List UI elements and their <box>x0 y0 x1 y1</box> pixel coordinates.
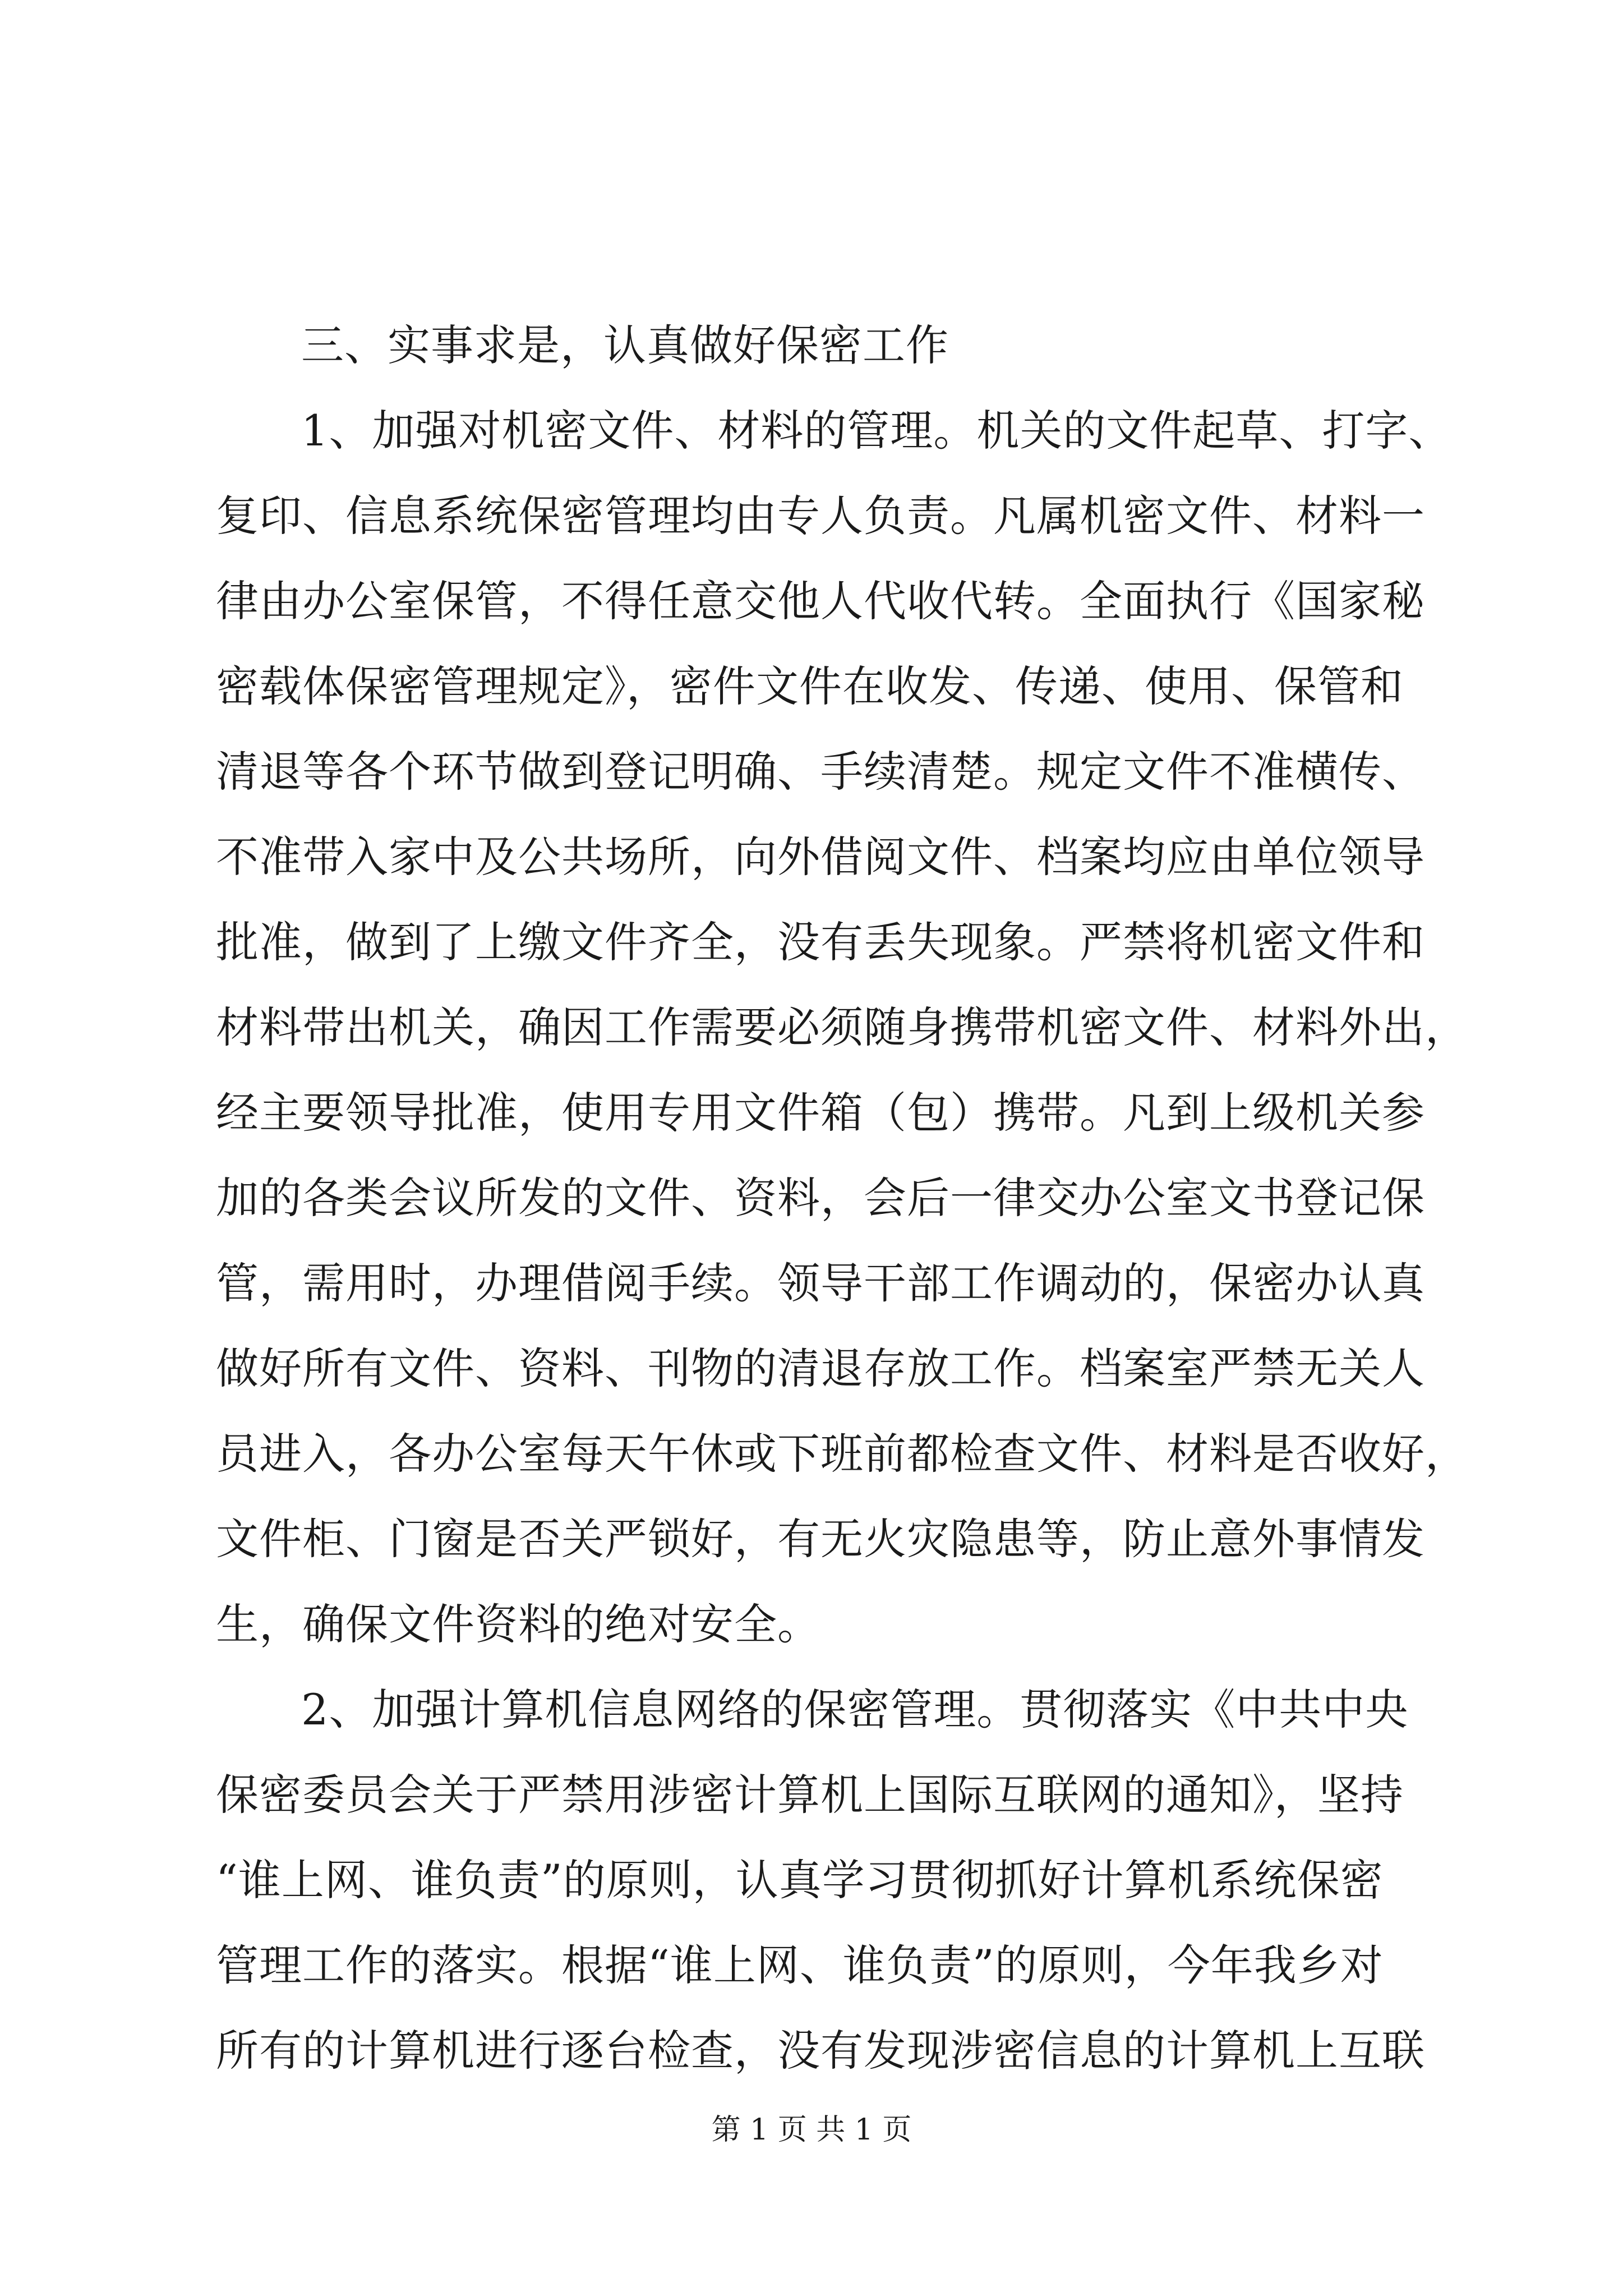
paragraph-2-line: 所有的计算机进行逐台检查，没有发现涉密信息的计算机上互联 <box>216 2026 1425 2076</box>
paragraph-1-line: 不准带入家中及公共场所，向外借阅文件、档案均应由单位领导 <box>216 832 1425 882</box>
paragraph-2-line: 保密委员会关于严禁用涉密计算机上国际互联网的通知》，坚持 <box>216 1770 1404 1820</box>
paragraph-1-line: 管，需用时，办理借阅手续。领导干部工作调动的，保密办认真 <box>216 1258 1425 1308</box>
paragraph-1-line: 生，确保文件资料的绝对安全。 <box>216 1599 820 1649</box>
paragraph-1-line: 律由办公室保管，不得任意交他人代收代转。全面执行《国家秘 <box>216 576 1425 626</box>
paragraph-1-line: 加的各类会议所发的文件、资料，会后一律交办公室文书登记保 <box>216 1173 1425 1223</box>
paragraph-1-line: 经主要领导批准，使用专用文件箱（包）携带。凡到上级机关参 <box>216 1088 1425 1138</box>
paragraph-1-line: 清退等各个环节做到登记明确、手续清楚。规定文件不准横传、 <box>216 747 1425 797</box>
paragraph-1-line: 文件柜、门窗是否关严锁好，有无火灾隐患等，防止意外事情发 <box>216 1514 1425 1564</box>
page-number-label: 第 1 页 共 1 页 <box>711 2113 912 2147</box>
paragraph-1-line: 复印、信息系统保密管理均由专人负责。凡属机密文件、材料一 <box>216 491 1425 541</box>
section-heading: 三、实事求是，认真做好保密工作 <box>301 320 949 370</box>
paragraph-2-line: 2、加强计算机信息网络的保密管理。贯彻落实《中共中央 <box>301 1685 1409 1734</box>
paragraph-1-line: 做好所有文件、资料、刊物的清退存放工作。档案室严禁无关人 <box>216 1343 1425 1393</box>
paragraph-2-line: “谁上网、谁负责”的原则，认真学习贯彻抓好计算机系统保密 <box>216 1855 1384 1905</box>
paragraph-1-line: 员进入，各办公室每天午休或下班前都检查文件、材料是否收好， <box>216 1429 1468 1479</box>
paragraph-2-line: 管理工作的落实。根据“谁上网、谁负责”的原则，今年我乡对 <box>216 1940 1384 1990</box>
paragraph-1-line: 材料带出机关，确因工作需要必须随身携带机密文件、材料外出， <box>216 1002 1468 1052</box>
document-body <box>216 303 1468 2093</box>
paragraph-1-line: 1、加强对机密文件、材料的管理。机关的文件起草、打字、 <box>301 406 1452 455</box>
paragraph-1-line: 密载体保密管理规定》，密件文件在收发、传递、使用、保管和 <box>216 661 1404 711</box>
page-footer <box>0 2110 1623 2150</box>
paragraph-1-line: 批准，做到了上缴文件齐全，没有丢失现象。严禁将机密文件和 <box>216 917 1425 967</box>
